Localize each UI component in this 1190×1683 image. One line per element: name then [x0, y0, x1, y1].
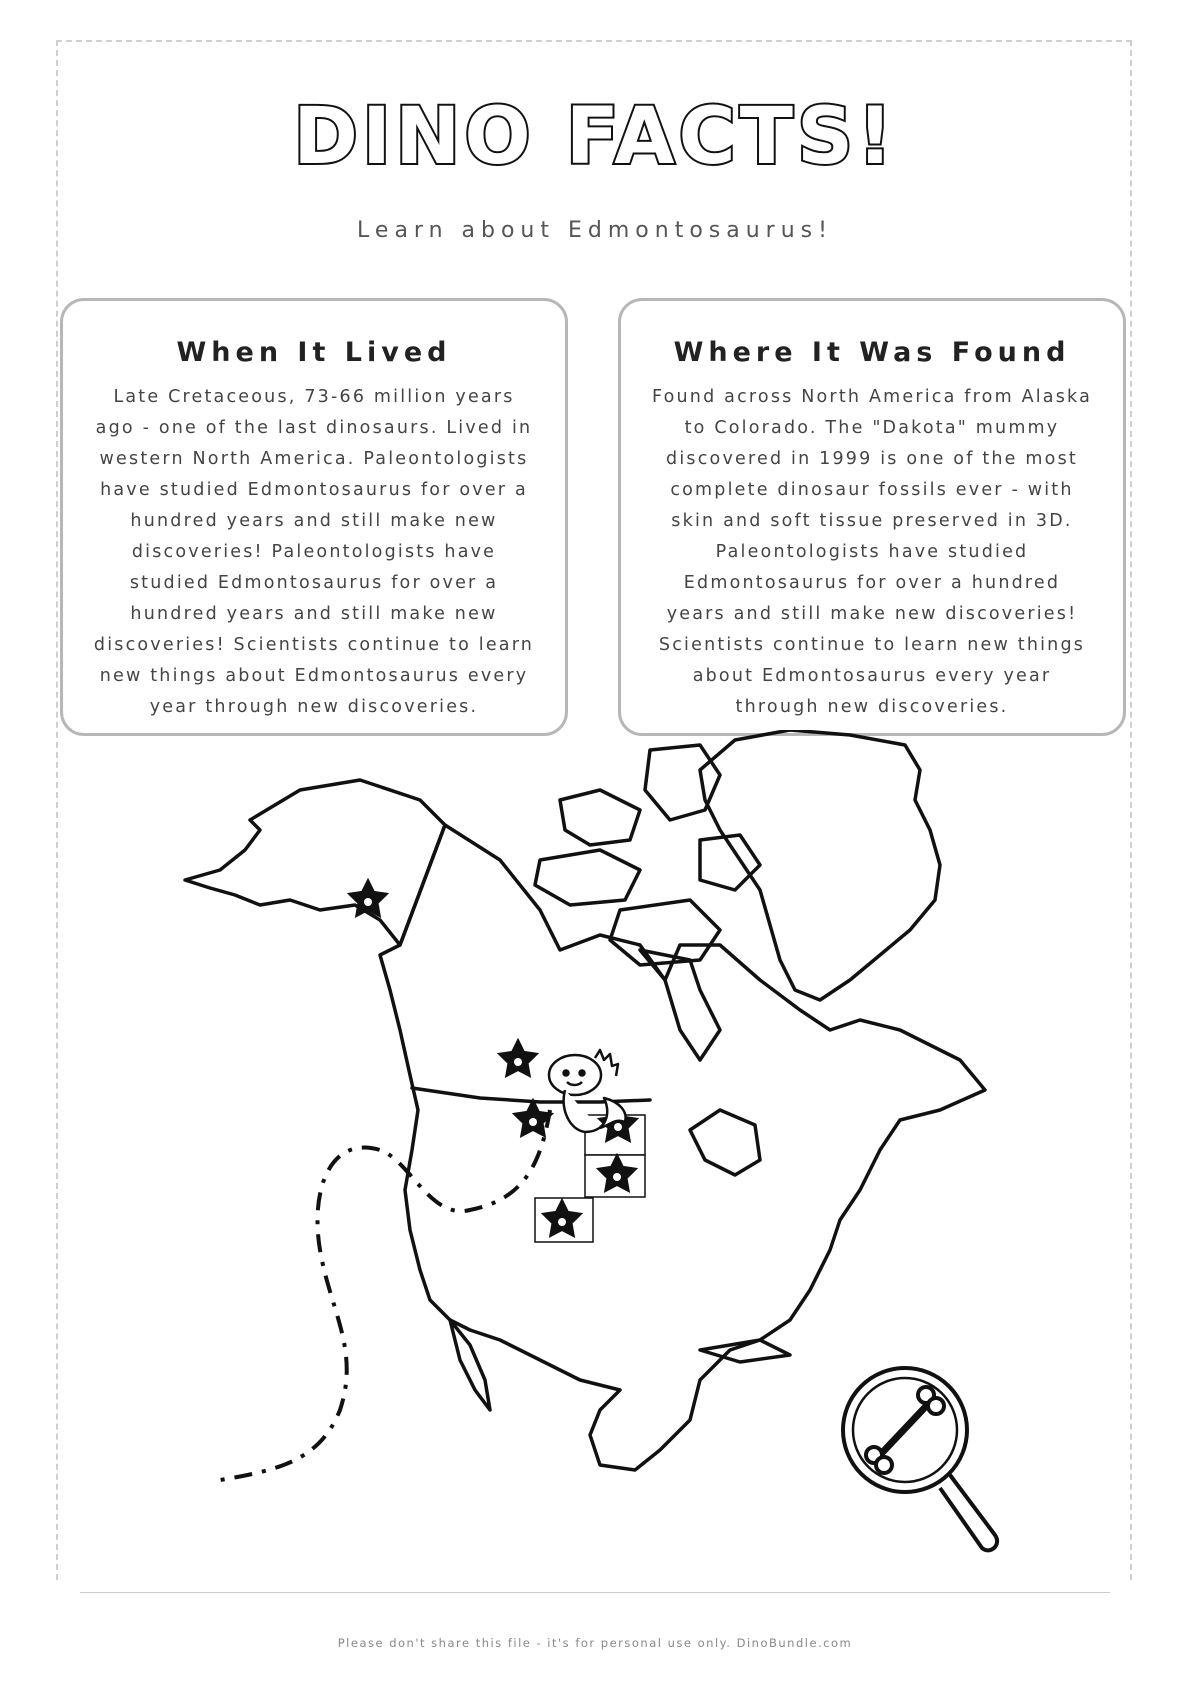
hudson-bay — [640, 950, 720, 1060]
trail-path — [220, 1110, 550, 1480]
star-center — [529, 1118, 537, 1126]
star-center — [613, 1173, 621, 1181]
card-where-found — [618, 298, 1126, 736]
great-lakes — [690, 1110, 760, 1175]
card-body: Found across North America from Alaska to Colorado. The "Dakota" mummy discovered in 1999 is one of the most complete dinosaur fossils ever - with skin and soft tissue preserved in 3D. Paleontologists have studied Edmontosaurus for over a hundred years and still make new discoveries! Scientists continue to learn new things about Edmontosaurus every year through new discoveries. — [651, 387, 1093, 717]
border-line — [412, 1088, 650, 1102]
star-center — [558, 1218, 566, 1226]
dinosaur-icon — [549, 1050, 626, 1132]
card-body: Late Cretaceous, 73-66 million years ago - one of the last dinosaurs. Lived in western North America. Paleontologists have studied Edmontosaurus for over a hundred years and still make new discoveries! Paleontologists have studied Edmontosaurus for over a hundred years and still make new discoveries! Scientists continue to learn new things about Edmontosaurus every year through new discoveries. — [93, 387, 535, 717]
magnifier-bone-icon — [843, 1368, 997, 1550]
north-america-map — [0, 730, 1190, 1590]
footer-text: Please don't share this file - it's for personal use only. DinoBundle.com — [337, 1636, 853, 1650]
footer-divider — [80, 1592, 1110, 1593]
star-center — [364, 898, 372, 906]
star-center — [514, 1058, 522, 1066]
card-title: Where It Was Found — [673, 337, 1071, 368]
alaska-outline — [185, 780, 445, 945]
map-svg — [0, 730, 1190, 1590]
arctic-island — [560, 790, 640, 845]
arctic-island — [535, 850, 640, 905]
card-title: When It Lived — [176, 337, 452, 368]
page-title: DINO FACTS! — [293, 92, 897, 182]
star-center — [614, 1123, 622, 1131]
page-subtitle: Learn about Edmontosaurus! — [357, 218, 833, 243]
card-when-it-lived — [60, 298, 568, 736]
mainland-outline — [380, 825, 985, 1470]
cuba-outline — [700, 1340, 790, 1362]
border-line — [400, 825, 445, 945]
